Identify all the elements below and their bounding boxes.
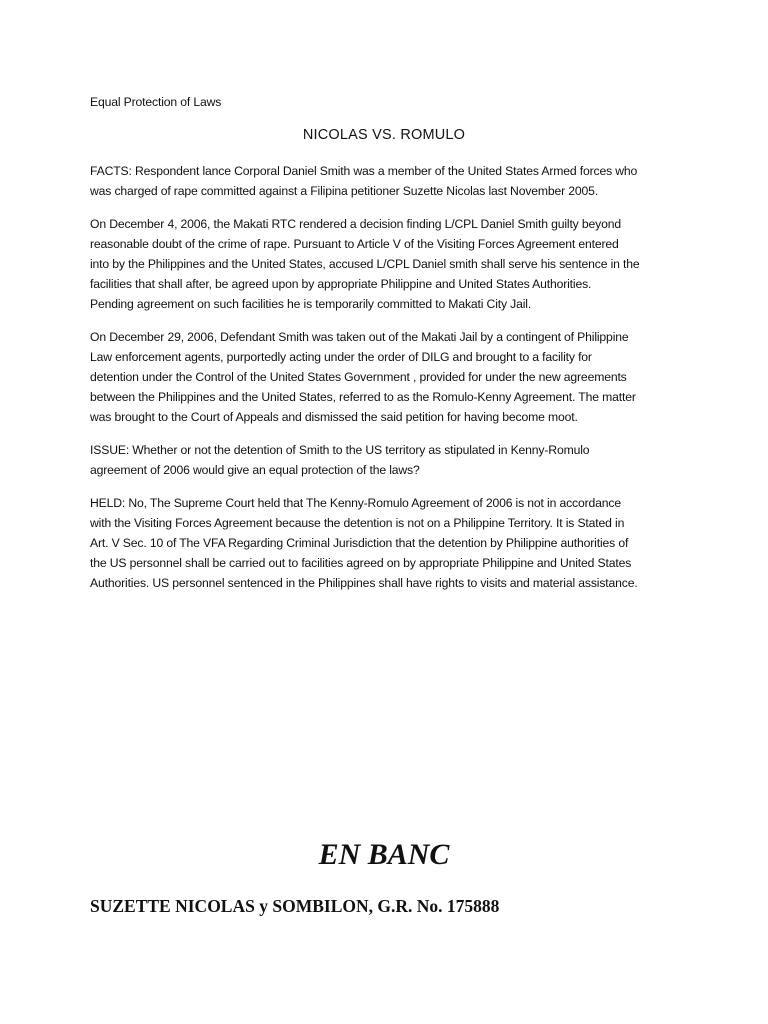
decision-line: facilities that shall after, be agreed upon by appropriate Philippine and United States Authorities.	[90, 277, 592, 291]
held-line: with the Visiting Forces Agreement because the detention is not on a Philippine Territory. It is Stated in	[90, 516, 625, 530]
transfer-line: Law enforcement agents, purportedly acting under the order of DILG and brought to a facility for	[90, 350, 592, 364]
petitioner-line: SUZETTE NICOLAS y SOMBILON, G.R. No. 175888	[90, 896, 500, 916]
decision-line: into by the Philippines and the United States, accused L/CPL Daniel smith shall serve his sentence in the	[90, 257, 640, 271]
held-line: Authorities. US personnel sentenced in the Philippines shall have rights to visits and material assistance.	[90, 576, 638, 590]
facts-paragraph	[90, 161, 690, 201]
topic-label: Equal Protection of Laws	[90, 95, 222, 109]
issue-line: ISSUE: Whether or not the detention of Smith to the US territory as stipulated in Kenny-Romulo	[90, 443, 590, 457]
decision-line: reasonable doubt of the crime of rape. Pursuant to Article V of the Visiting Forces Agreement entered	[90, 237, 619, 251]
transfer-line: detention under the Control of the United States Government , provided for under the new agreements	[90, 370, 627, 384]
held-paragraph	[90, 493, 690, 593]
decision-paragraph	[90, 214, 690, 314]
transfer-line: On December 29, 2006, Defendant Smith was taken out of the Makati Jail by a contingent of Philippine	[90, 330, 629, 344]
issue-paragraph	[90, 440, 690, 480]
held-line: the US personnel shall be carried out to facilities agreed on by appropriate Philippine and United States	[90, 556, 632, 570]
issue-line: agreement of 2006 would give an equal protection of the laws?	[90, 463, 420, 477]
transfer-line: was brought to the Court of Appeals and dismissed the said petition for having become moot.	[90, 410, 578, 424]
decision-line: On December 4, 2006, the Makati RTC rendered a decision finding L/CPL Daniel Smith guilty beyond	[90, 217, 621, 231]
facts-line: FACTS: Respondent lance Corporal Daniel Smith was a member of the United States Armed forces who	[90, 164, 638, 178]
case-title: NICOLAS VS. ROMULO	[302, 127, 466, 143]
held-line: HELD: No, The Supreme Court held that The Kenny-Romulo Agreement of 2006 is not in accordance	[90, 496, 621, 510]
transfer-line: between the Philippines and the United States, referred to as the Romulo-Kenny Agreement. The matter	[90, 390, 636, 404]
decision-line: Pending agreement on such facilities he is temporarily committed to Makati City Jail.	[90, 297, 532, 311]
court-heading: EN BANC	[318, 838, 450, 871]
held-line: Art. V Sec. 10 of The VFA Regarding Criminal Jurisdiction that the detention by Philippine authorities of	[90, 536, 629, 550]
transfer-paragraph	[90, 327, 690, 427]
facts-line: was charged of rape committed against a Filipina petitioner Suzette Nicolas last November 2005.	[90, 184, 599, 198]
